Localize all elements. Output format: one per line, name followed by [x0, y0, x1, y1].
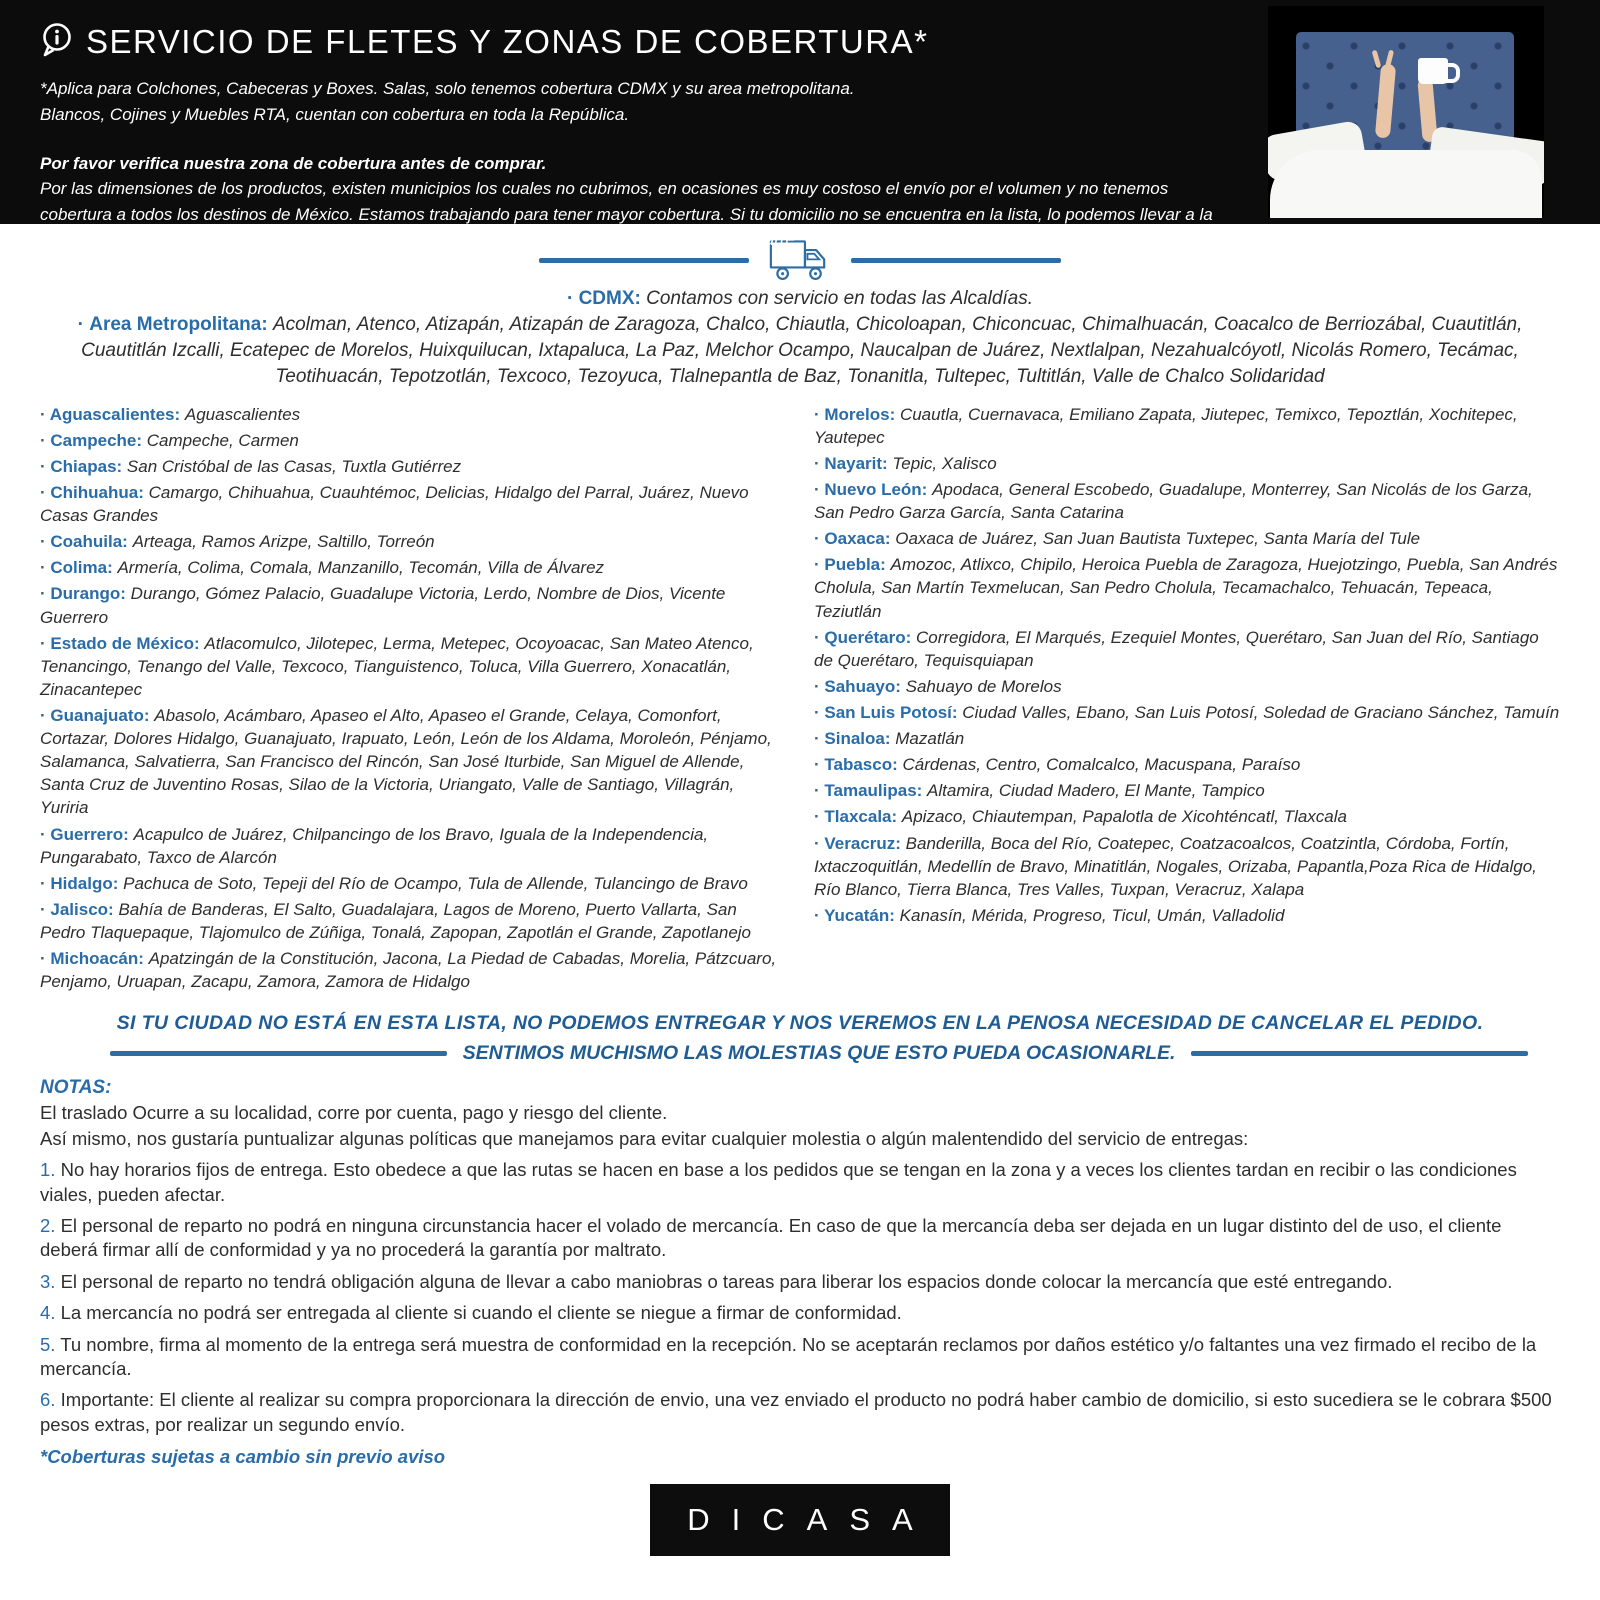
- note-item: [40, 1214, 1560, 1263]
- state-line: [814, 701, 1560, 724]
- state-line: [814, 779, 1560, 802]
- state-bullet: ·: [40, 584, 51, 604]
- state-bullet: ·: [814, 627, 825, 647]
- state-line: [40, 582, 786, 628]
- state-name: Veracruz:: [824, 833, 906, 853]
- note-item: [40, 1270, 1560, 1294]
- note-item: [40, 1333, 1560, 1382]
- state-cities: Apizaco, Chiautempan, Papalotla de Xicohténcatl, Tlaxcala: [901, 807, 1347, 827]
- state-bullet: ·: [814, 702, 825, 722]
- note-number: 1.: [40, 1159, 61, 1181]
- state-name: Morelos:: [824, 404, 900, 424]
- page-title: SERVICIO DE FLETES Y ZONAS DE COBERTURA*: [86, 23, 929, 60]
- state-cities: Abasolo, Acámbaro, Apaseo el Alto, Apaseo el Grande, Celaya, Comonfort, Cortazar, Dolores Hidalgo, Guanajuato, Irapuato, León, León de los Aldama, Moroleón, Pénjamo, Salamanca, Salvatierra, San Francisco del Rincón, San José Iturbide, San Miguel de Allende, Santa Cruz de Juventino Rosas, Silao de la Victoria, Uriangato, Valle de Santiago, Villagrán, Yuriria: [40, 705, 772, 818]
- metro-label: Area Metropolitana:: [89, 314, 268, 335]
- state-cities: San Cristóbal de las Casas, Tuxtla Gutiérrez: [126, 456, 462, 476]
- notas-heading: NOTAS:: [40, 1077, 112, 1099]
- warning-strong2: CANCELAR EL PEDIDO.: [1250, 1012, 1484, 1035]
- state-columns: [0, 391, 1600, 997]
- state-cities: Sahuayo de Morelos: [905, 676, 1062, 696]
- state-name: Estado de México:: [50, 633, 205, 653]
- note-text: El personal de reparto no podrá en ninguna circunstancia hacer el volado de mercancía. En caso de que la mercancía deba ser dejada en un lugar distinto del de uso, el cliente deberá firmar allí de conformidad y ya no procederá la garantía por maltrato.: [40, 1214, 1502, 1261]
- state-bullet: ·: [814, 676, 825, 696]
- state-name: Oaxaca:: [824, 529, 896, 549]
- warning-line2: SENTIMOS MUCHISMO LAS MOLESTIAS QUE ESTO PUEDA OCASIONARLE.: [462, 1042, 1176, 1065]
- state-cities: Bahía de Banderas, El Salto, Guadalajara, Lagos de Moreno, Puerto Vallarta, San Pedro Tlaquepaque, Tlajomulco de Zúñiga, Tonalá, Zapopan, Zapotlán el Grande, Zapotlanejo: [40, 899, 752, 942]
- note-text: Importante: El cliente al realizar su compra proporcionara la dirección de envio, una vez enviado el producto no podrá haber cambio de domicilio, si esto sucediera se le cobrara $500 pesos extras, por realizar un segundo envío.: [40, 1389, 1552, 1435]
- state-name: Guanajuato:: [50, 705, 155, 725]
- notas-intro1: El traslado Ocurre a su localidad, corre por cuenta, pago y riesgo del cliente.: [40, 1102, 668, 1124]
- state-line: [40, 632, 786, 701]
- state-bullet: ·: [814, 404, 825, 424]
- state-line: [40, 947, 786, 993]
- state-cities: Atlacomulco, Jilotepec, Lerma, Metepec, Ocoyoacac, San Mateo Atenco, Tenancingo, Tenango del Valle, Texcoco, Tianguistenco, Toluca, Villa Guerrero, Xonacatlán, Zinacantepec: [40, 633, 754, 699]
- state-bullet: ·: [40, 404, 50, 424]
- state-name: Tamaulipas:: [824, 781, 928, 801]
- state-cities: Cárdenas, Centro, Comalcalco, Macuspana, Paraíso: [902, 755, 1301, 775]
- metro-text: Acolman, Atenco, Atizapán, Atizapán de Zaragoza, Chalco, Chiautla, Chicoloapan, Chiconcuac, Chimalhuacán, Coacalco de Berriozábal, Cuautitlán, Cuautitlán Izcalli, Ecatepec de Morelos, Huixquilucan, Ixtapaluca, La Paz, Melchor Ocampo, Naucalpan de Juárez, Nextlalpan, Nezahualcóyotl, Nicolás Romero, Tecámac, Teotihuacán, Tepotzotlán, Texcoco, Tezoyuca, Tlalnepantla de Baz, Tonanitla, Tultepec, Tultitlán, Valle de Chalco Solidaridad: [81, 314, 1523, 388]
- state-cities: Acapulco de Juárez, Chilpancingo de los Bravo, Iguala de la Independencia, Pungarabato, Taxco de Alarcón: [40, 824, 709, 867]
- notas-footnote: *Coberturas sujetas a cambio sin previo aviso: [40, 1446, 446, 1468]
- state-name: Sahuayo:: [824, 676, 906, 696]
- state-bullet: ·: [40, 456, 51, 476]
- cdmx-bullet: ·: [566, 288, 574, 309]
- state-cities: Apodaca, General Escobedo, Guadalupe, Monterrey, San Nicolás de los Garza, San Pedro Garza García, Santa Catarina: [814, 479, 1533, 523]
- state-line: [40, 530, 786, 553]
- state-line: [814, 478, 1560, 524]
- state-bullet: ·: [40, 482, 51, 502]
- note-number: 6.: [40, 1389, 61, 1411]
- cdmx-label: CDMX:: [578, 288, 641, 309]
- note-number: 5.: [40, 1333, 61, 1355]
- state-bullet: ·: [814, 529, 825, 549]
- header-subtitle-line2: Blancos, Cojines y Muebles RTA, cuentan con cobertura en toda la República.: [40, 105, 630, 125]
- state-cities: Corregidora, El Marqués, Ezequiel Montes, Querétaro, San Juan del Río, Santiago de Querétaro, Tequisquiapan: [814, 627, 1539, 670]
- state-cities: Aguascalientes: [184, 404, 301, 424]
- state-line: [814, 805, 1560, 828]
- state-bullet: ·: [814, 905, 825, 925]
- state-name: Sinaloa:: [824, 729, 896, 749]
- state-name: Yucatán:: [824, 905, 900, 925]
- state-line: [814, 527, 1560, 550]
- warning-section: [0, 1012, 1600, 1065]
- state-bullet: ·: [40, 705, 51, 725]
- state-bullet: ·: [40, 633, 51, 653]
- coffee-mug: [1418, 58, 1448, 84]
- state-name: Aguascalientes:: [49, 404, 185, 424]
- warning-rule-right: [1191, 1051, 1528, 1056]
- info-pin-icon: [40, 22, 74, 62]
- state-cities: Durango, Gómez Palacio, Guadalupe Victoria, Lerdo, Nombre de Dios, Vicente Guerrero: [40, 584, 726, 627]
- note-number: 2.: [40, 1214, 61, 1236]
- state-bullet: ·: [814, 807, 825, 827]
- state-name: Querétaro:: [824, 627, 917, 647]
- state-bullet: ·: [40, 430, 51, 450]
- state-line: [40, 898, 786, 944]
- state-line: [40, 704, 786, 820]
- note-text: Tu nombre, firma al momento de la entrega será muestra de conformidad en la recepción. No se aceptarán reclamos por daños estético y/o faltantes una vez firmado el recibo de la mercancía.: [40, 1333, 1537, 1380]
- cdmx-line: [0, 288, 1600, 310]
- state-bullet: ·: [814, 755, 825, 775]
- note-item: [40, 1301, 1560, 1325]
- state-line: [814, 904, 1560, 927]
- duvet: [1270, 150, 1542, 218]
- state-name: Tabasco:: [824, 755, 903, 775]
- note-text: El personal de reparto no tendrá obligación alguna de llevar a cabo maniobras o tareas para liberar los espacios donde colocar la mercancía que esté entregando.: [60, 1270, 1393, 1292]
- state-bullet: ·: [40, 949, 51, 969]
- state-name: Durango:: [50, 584, 131, 604]
- state-name: Nuevo León:: [824, 479, 933, 499]
- note-item: [40, 1388, 1560, 1437]
- state-bullet: ·: [40, 899, 51, 919]
- state-cities: Pachuca de Soto, Tepeji del Río de Ocampo, Tula de Allende, Tulancingo de Bravo: [123, 873, 748, 893]
- notas-intro2: Así mismo, nos gustaría puntualizar algunas políticas que manejamos para evitar cualquier molestia o algún malentendido del servicio de entregas:: [40, 1127, 1249, 1149]
- state-line: [40, 455, 786, 478]
- state-cities: Campeche, Carmen: [146, 430, 299, 450]
- state-name: Puebla:: [824, 555, 891, 575]
- state-cities: Banderilla, Boca del Río, Coatepec, Coatzacoalcos, Coatzintla, Córdoba, Fortín, Ixtaczoquitlán, Medellín de Bravo, Minatitlán, Nogales, Orizaba, Papantla,Poza Rica de Hidalgo, Río Blanco, Tierra Blanca, Tres Valles, Tuxpan, Veracruz, Xalapa: [814, 833, 1537, 899]
- state-name: Chiapas:: [50, 456, 127, 476]
- state-cities: Apatzingán de la Constitución, Jacona, La Piedad de Cabadas, Morelia, Pátzcuaro, Penjamo, Uruapan, Zacapu, Zamora, Zamora de Hidalgo: [40, 949, 777, 992]
- state-cities: Arteaga, Ramos Arizpe, Saltillo, Torreón: [132, 532, 435, 552]
- state-line: [40, 481, 786, 527]
- dicasa-logo: DICASA: [650, 1484, 950, 1556]
- state-name: Chihuahua:: [50, 482, 149, 502]
- state-bullet: ·: [814, 833, 825, 853]
- state-name: Guerrero:: [50, 824, 134, 844]
- state-line: [40, 556, 786, 579]
- warning-strong1: SI TU CIUDAD NO ESTÁ EN ESTA LISTA,: [116, 1012, 508, 1035]
- coffee-mug-handle: [1446, 63, 1460, 83]
- state-cities: Amozoc, Atlixco, Chipilo, Heroica Puebla de Zaragoza, Huejotzingo, Puebla, San Andrés Cholula, San Martín Texmelucan, San Pedro Cholula, Tecamachalco, Tehuacán, Tepeaca, Teziutlán: [814, 555, 1558, 621]
- state-bullet: ·: [40, 532, 51, 552]
- state-name: Coahuila:: [50, 532, 133, 552]
- header-subtitle-line1: *Aplica para Colchones, Cabeceras y Boxes. Salas, solo tenemos cobertura CDMX y su area metropolitana.: [40, 79, 855, 98]
- divider-line-left: [539, 258, 749, 263]
- warning-mid: NO PODEMOS ENTREGAR Y NOS VEREMOS EN LA PENOSA NECESIDAD DE: [507, 1012, 1251, 1035]
- footer: [0, 1484, 1600, 1556]
- states-column-left: [40, 403, 786, 997]
- state-name: Colima:: [50, 558, 118, 578]
- state-name: San Luis Potosí:: [824, 702, 963, 722]
- cdmx-text: Contamos con servicio en todas las Alcaldías.: [646, 288, 1034, 309]
- state-line: [814, 753, 1560, 776]
- state-line: [40, 872, 786, 895]
- header-body-text: Por las dimensiones de los productos, existen municipios los cuales no cubrimos, en ocasiones es muy costoso el envío por el volumen y no tenemos cobertura a todos los destinos de México. Estamos trabajando para tener mayor cobertura. Si tu domicilio no se encuentra en la lista, lo podemos llevar a la ciudad más cercana para que de ahí, tú puedas recoger la mercancía. Esto se llama servicio Ocurre.: [40, 179, 1213, 250]
- state-name: Jalisco:: [50, 899, 119, 919]
- state-name: Michoacán:: [50, 949, 149, 969]
- warning-line2-row: [110, 1042, 1528, 1065]
- state-name: Hidalgo:: [50, 873, 124, 893]
- notas-list: [40, 1158, 1560, 1437]
- state-bullet: ·: [40, 824, 51, 844]
- state-name: Tlaxcala:: [824, 807, 902, 827]
- header-verify-line: Por favor verifica nuestra zona de cobertura antes de comprar.: [40, 153, 547, 173]
- state-cities: Tepic, Xalisco: [892, 453, 997, 473]
- state-cities: Cuautla, Cuernavaca, Emiliano Zapata, Jiutepec, Temixco, Tepoztlán, Xochitepec, Yautepec: [814, 404, 1518, 447]
- states-column-right: [814, 403, 1560, 997]
- header-band: [0, 0, 1600, 250]
- state-bullet: ·: [814, 453, 825, 473]
- state-name: Nayarit:: [824, 453, 893, 473]
- state-bullet: ·: [814, 781, 825, 801]
- divider-line-right: [851, 258, 1061, 263]
- metro-bullet: ·: [77, 314, 84, 335]
- state-cities: Mazatlán: [895, 729, 965, 749]
- headboard-photo: [1268, 6, 1544, 218]
- note-item: [40, 1158, 1560, 1207]
- state-line: [40, 403, 786, 426]
- state-line: [814, 675, 1560, 698]
- state-line: [814, 832, 1560, 901]
- state-cities: Armería, Colima, Comala, Manzanillo, Tecomán, Villa de Álvarez: [117, 558, 605, 578]
- state-line: [814, 553, 1560, 622]
- metro-paragraph: [40, 312, 1560, 391]
- state-line: [40, 429, 786, 452]
- state-bullet: ·: [40, 558, 51, 578]
- note-number: 3.: [40, 1270, 61, 1292]
- note-text: La mercancía no podrá ser entregada al cliente si cuando el cliente se niegue a firmar de conformidad.: [60, 1302, 902, 1324]
- note-text: No hay horarios fijos de entrega. Esto obedece a que las rutas se hacen en base a los pedidos que se tengan en la zona y a veces los clientes tardan en recibir o las condiciones viales, pueden afectar.: [40, 1159, 1517, 1205]
- warning-rule-left: [110, 1051, 447, 1056]
- state-bullet: ·: [814, 555, 825, 575]
- state-cities: Ciudad Valles, Ebano, San Luis Potosí, Soledad de Graciano Sánchez, Tamuín: [962, 702, 1560, 722]
- notas-section: [0, 1065, 1600, 1469]
- state-bullet: ·: [814, 479, 825, 499]
- note-number: 4.: [40, 1302, 61, 1324]
- state-bullet: ·: [814, 729, 825, 749]
- state-line: [814, 452, 1560, 475]
- state-cities: Kanasín, Mérida, Progreso, Ticul, Umán, Valladolid: [899, 905, 1285, 925]
- state-cities: Oaxaca de Juárez, San Juan Bautista Tuxtepec, Santa María del Tule: [895, 529, 1421, 549]
- warning-line1: [0, 1012, 1600, 1035]
- state-cities: Altamira, Ciudad Madero, El Mante, Tampico: [927, 781, 1265, 801]
- state-line: [814, 626, 1560, 672]
- state-cities: Camargo, Chihuahua, Cuauhtémoc, Delicias, Hidalgo del Parral, Juárez, Nuevo Casas Grandes: [40, 482, 749, 526]
- state-line: [814, 403, 1560, 449]
- state-line: [40, 823, 786, 869]
- state-line: [814, 727, 1560, 750]
- state-name: Campeche:: [50, 430, 147, 450]
- state-bullet: ·: [40, 873, 51, 893]
